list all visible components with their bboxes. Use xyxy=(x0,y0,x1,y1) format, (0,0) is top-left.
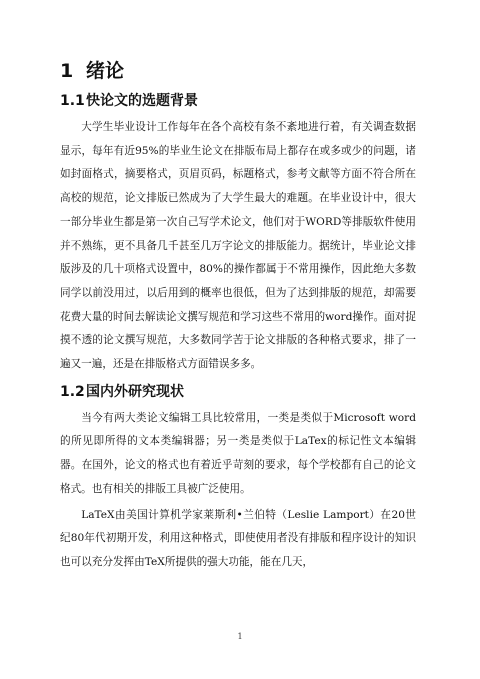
chapter-heading xyxy=(60,58,416,84)
section-title: 国内外研究现状 xyxy=(86,383,184,400)
chapter-title: 绪论 xyxy=(86,60,125,82)
section-heading xyxy=(60,90,416,112)
page-content xyxy=(60,58,416,575)
chapter-number: 1 xyxy=(60,60,74,82)
body-paragraph: LaTeX由美国计算机学家莱斯利•兰伯特（Leslie Lamport）在20世纪80年代初期开发，利用这种格式，即使使用者没有排版和程序设计的知识也可以充分发挥由TeX所提供的强大功能，能在几天， xyxy=(60,508,416,568)
section-number: 1.2 xyxy=(60,383,85,400)
body-paragraph: 当今有两大类论文编辑工具比较常用，一类是类似于Microsoft word的所见即所得的文本类编辑器；另一类是类似于LaTex的标记性文本编辑器。在国外，论文的格式也有着近乎苛刻的要求，每个学校都有自己的论文格式。也有相关的排版工具被广泛使用。 xyxy=(60,411,416,495)
section-number: 1.1 xyxy=(60,93,85,109)
body-paragraph: 大学生毕业设计工作每年在各个高校有条不紊地进行着，有关调查数据显示，每年有近95%的毕业生论文在排版布局上都存在或多或少的问题，诸如封面格式，摘要格式，页眉页码，标题格式，参考文献等方面不符合所在高校的规范，论文排版已然成为了大学生最大的难题。在毕业设计中，很大一部分毕业生都是第一次自己写学术论文，他们对于WORD等排版软件使用并不熟练，更不具备几千甚至几万字论文的排版能力。据统计，毕业论文排版涉及的几十项格式设置中，80%的操作都属于不常用操作，因此绝大多数同学以前没用过，以后用到的概率也很低，但为了达到排版的规范，却需要花费大量的时间去解读论文撰写规范和学习这些不常用的word操作。面对捉摸不透的论文撰写规范，大多数同学苦于论文排版的各种格式要求，排了一遍又一遍，还是在排版格式方面错误多多。 xyxy=(60,121,416,371)
section-heading xyxy=(60,381,416,403)
page-number: 1 xyxy=(237,632,243,641)
section-title: 快论文的选题背景 xyxy=(86,93,198,109)
